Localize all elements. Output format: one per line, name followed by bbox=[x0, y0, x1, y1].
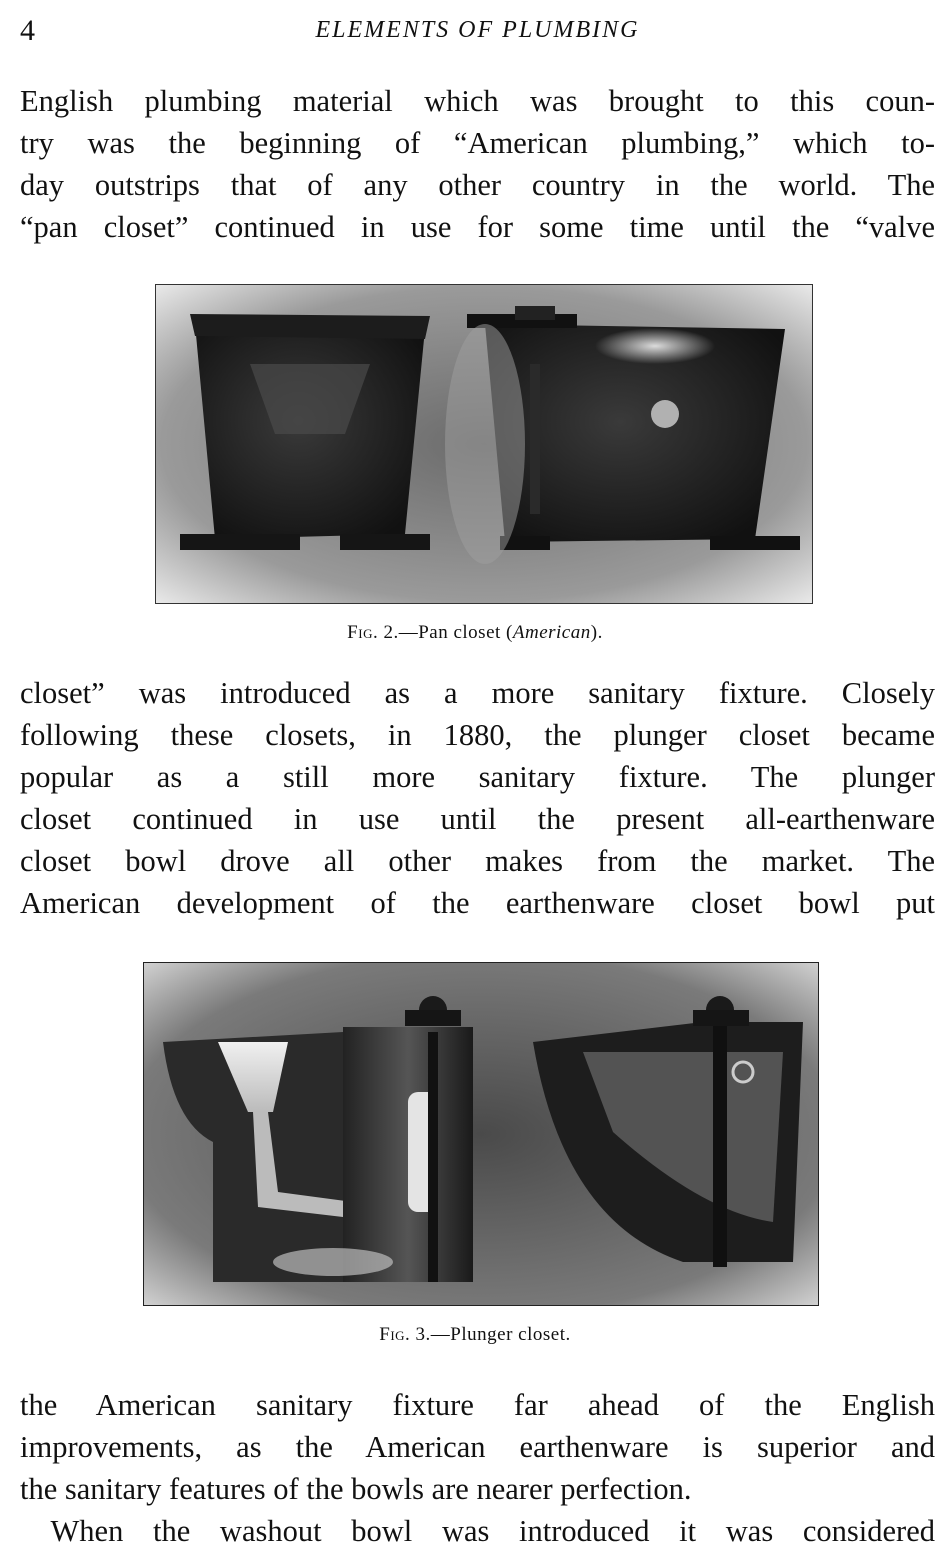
text-line: the American sanitary fixture far ahead of the English bbox=[20, 1388, 935, 1422]
caption-text: —Pan closet ( bbox=[398, 622, 513, 643]
text-line: closet continued in use until the present all-earthenware bbox=[20, 802, 935, 836]
page-number: 4 bbox=[20, 14, 35, 47]
caption-end: ). bbox=[590, 622, 603, 643]
text-line: American development of the earthenware closet bowl put bbox=[20, 886, 935, 920]
figure-3-caption bbox=[0, 1324, 950, 1346]
text-line: following these closets, in 1880, the plunger closet became bbox=[20, 718, 935, 752]
text-line: improvements, as the American earthenware is superior and bbox=[20, 1430, 935, 1464]
figure-2-caption bbox=[0, 622, 950, 644]
figure-label: Fig. 3. bbox=[379, 1324, 431, 1345]
paragraph-4 bbox=[20, 1510, 935, 1552]
text-line: “pan closet” continued in use for some time until the “valve bbox=[20, 210, 935, 244]
text-line: popular as a still more sanitary fixture. The plunger bbox=[20, 760, 935, 794]
figure-3-photo bbox=[143, 962, 819, 1306]
text-line: closet” was introduced as a more sanitary fixture. Closely bbox=[20, 676, 935, 710]
text-line: try was the beginning of “American plumbing,” which to- bbox=[20, 126, 935, 160]
text-line: closet bowl drove all other makes from the market. The bbox=[20, 844, 935, 878]
paragraph-3 bbox=[20, 1384, 935, 1510]
running-title: ELEMENTS OF PLUMBING bbox=[315, 17, 640, 43]
figure-label: Fig. 2. bbox=[347, 622, 399, 643]
text-line: When the washout bowl was introduced it was considered bbox=[20, 1514, 935, 1548]
text-line: English plumbing material which was brought to this coun- bbox=[20, 84, 935, 118]
caption-italic: American bbox=[512, 622, 591, 643]
text-line: day outstrips that of any other country in the world. The bbox=[20, 168, 935, 202]
paragraph-2 bbox=[20, 672, 935, 924]
caption-text: —Plunger closet. bbox=[430, 1324, 571, 1345]
pan-closet-illustration bbox=[155, 284, 813, 604]
figure-2-photo bbox=[155, 284, 813, 604]
page-header bbox=[20, 14, 935, 50]
text-line: the sanitary features of the bowls are nearer perfection. bbox=[20, 1472, 692, 1506]
paragraph-1 bbox=[20, 80, 935, 248]
plunger-closet-illustration bbox=[143, 962, 819, 1306]
